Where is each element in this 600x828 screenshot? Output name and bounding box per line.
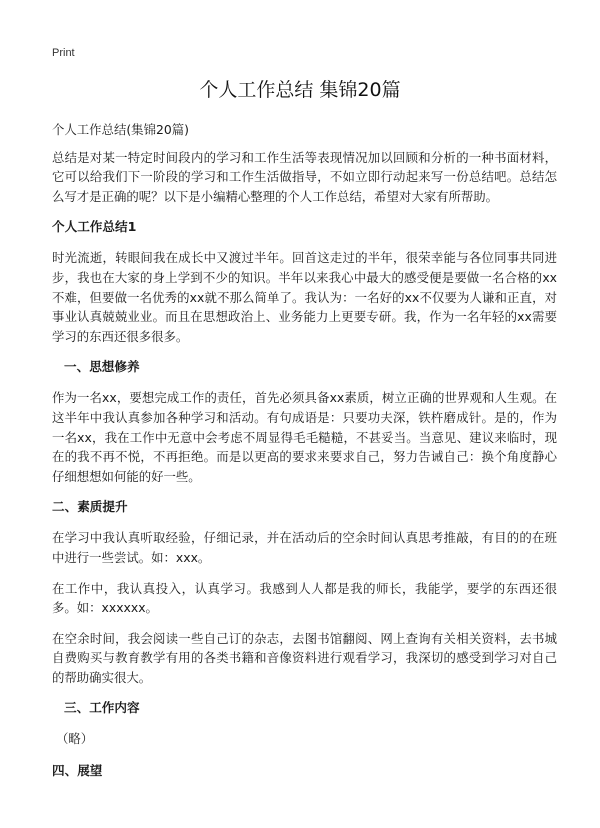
quality-paragraph-3: 在空余时间，我会阅读一些自己订的杂志，去图书馆翻阅、网上查询有关相关资料，去书城自费购买与教育教学有用的各类书籍和音像资料进行观看学习，我深切的感受到学习对自己的帮助确实很大。 <box>52 630 557 685</box>
quality-paragraph-2: 在工作中，我认真投入，认真学习。我感到人人都是我的师长，我能学，要学的东西还很多。如：xxxxxx。 <box>52 580 557 616</box>
quality-paragraph-1: 在学习中我认真听取经验，仔细记录，并在活动后的空余时间认真思考推敲，有目的的在班中进行一些尝试。如：xxx。 <box>52 530 557 565</box>
work-content-note: （略） <box>56 731 94 747</box>
page-title: 个人工作总结 集锦20篇 <box>199 79 401 101</box>
ideological-cultivation-paragraph: 作为一名xx，要想完成工作的责任，首先必须具备xx素质，树立正确的世界观和人生观。在这半年中我认真参加各种学习和活动。有句成语是：只要功夫深，铁杵磨成针。是的，作为一名xx，我在工作中无意中会考虑不周显得毛毛糙糙，不甚妥当。当意见、建议来临时，现在的我不再不悦，不再拒绝。而是以更高的要求来要求自己，努力告诫自己：换个角度静心仔细想想如何能的好一些。 <box>52 390 557 484</box>
document-body <box>52 120 557 792</box>
heading-outlook: 四、展望 <box>52 763 103 779</box>
document-subtitle: 个人工作总结(集锦20篇) <box>52 122 189 137</box>
heading-quality-improvement: 二、素质提升 <box>52 499 128 515</box>
section-heading-summary-1: 个人工作总结1 <box>52 219 137 235</box>
heading-ideological-cultivation: 一、思想修养 <box>64 359 140 375</box>
intro-paragraph: 总结是对某一特定时间段内的学习和工作生活等表现情况加以回顾和分析的一种书面材料，它可以给我们下一阶段的学习和工作生活做指导，不如立即行动起来写一份总结吧。总结怎么写才是正确的呢？以下是小编精心整理的个人工作总结，希望对大家有所帮助。 <box>52 149 557 204</box>
heading-work-content: 三、工作内容 <box>64 700 140 716</box>
print-link[interactable]: Print <box>52 47 75 59</box>
section-1-paragraph: 时光流逝，转眼间我在成长中又渡过半年。回首这走过的半年，很荣幸能与各位同事共同进步，我也在大家的身上学到不少的知识。半年以来我心中最大的感受便是要做一名合格的xx不难，但要做一名优秀的xx就不那么简单了。我认为：一名好的xx不仅要为人谦和正直，对事业认真兢兢业业。而且在思想政治上、业务能力上更要专研。我，作为一名年轻的xx需要学习的东西还很多很多。 <box>52 250 557 344</box>
